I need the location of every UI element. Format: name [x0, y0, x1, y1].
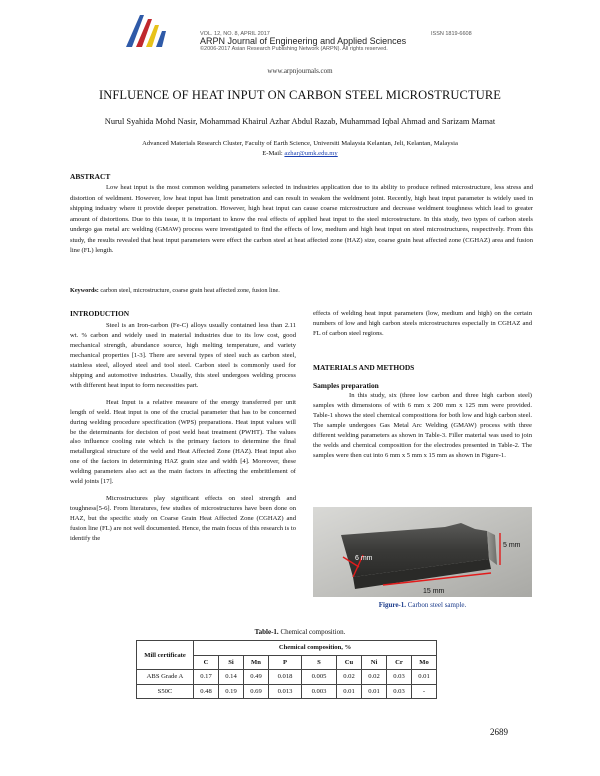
- row-name: S50C: [137, 684, 194, 699]
- table-row: [137, 670, 437, 685]
- col-header: Ni: [362, 655, 387, 670]
- table-cell: 0.17: [194, 670, 219, 685]
- intro-paragraph-2: Heat Input is a relative measure of the energy transferred per unit length of weld. Heat input is one of the crucial parameter that has to be concerned during welding procedure specification (WPS) preparations. Heat input values will be the determinants for decision of post weld heat treatment (PWHT). The values also influence cooling rate which is the primary factors to determine the final metallurgical structure of the weld and Heat Affected Zone (HAZ). Heat input also one of the factors in determining HAZ grain size and width [4]. Moreover, these welding parameters also act as the main factors in affecting the embrittlement of weld joints [17].: [70, 398, 296, 486]
- col-header: Mo: [412, 655, 437, 670]
- table-cell: 0.01: [337, 684, 362, 699]
- table-cell: -: [412, 684, 437, 699]
- table-cell: 0.02: [362, 670, 387, 685]
- intro-column: [70, 321, 296, 551]
- row-header-cell: Mill certificate: [137, 641, 194, 670]
- abstract-heading: ABSTRACT: [70, 172, 111, 181]
- affiliation: Advanced Materials Research Cluster, Faculty of Earth Science, Universiti Malaysia Kelantan, Jeli, Kelantan, Malaysia: [142, 140, 458, 147]
- composition-table: [136, 640, 437, 699]
- table-cell: 0.013: [269, 684, 302, 699]
- table-cell: 0.19: [219, 684, 244, 699]
- table-header-row-1: [137, 641, 437, 656]
- abstract-text: Low heat input is the most common welding parameters selected in industries application due to its ability to produce refined microstructure, less stress and distortion of weldment. However, low heat input has limit penetration and can result in weaken the weldment joint. Recently, high heat input parameter is widely used in shipping industry where it provide deeper penetration. However, high heat input can cause coarse microstructure and decrease weldment toughness which lead to greater amount of distortions. Due to this issue, it is important to know the real effects of applied heat input to the steel microstructure. In this study, two types of carbon steels undergo gas metal arc welding (GMAW) process were investigated to find the effects of low, medium and high heat input on steel microstructures, respectively. From this study, the results revealed that heat input parameters were effect the carbon steel at heat affected zone (HAZ) size, coarse grain heat affected zone (CGHAZ) area and fusion line (FL) length.: [70, 184, 533, 254]
- intro-paragraph-1: Steel is an Iron-carbon (Fe-C) alloys usually contained less than 2.11 wt. % carbon and widely used in material industries due to its low cost, good mechanical strength, abundance source, high melting temperature, and variety mechanical properties [1-3]. There are several types of steel such as carbon steel, stainless steel, alloyed steel and tool steel. Carbon steel is commonly used for shipping and automotive industries. Usually, this steel undergoes welding process with different heat input to form necessities part.: [70, 322, 296, 389]
- figure-caption-text: Carbon steel sample.: [406, 601, 467, 609]
- table-cell: 0.14: [219, 670, 244, 685]
- table-row: [137, 684, 437, 699]
- table-cell: 0.02: [337, 670, 362, 685]
- table-cell: 0.018: [269, 670, 302, 685]
- col-header: Mn: [244, 655, 269, 670]
- col-header: P: [269, 655, 302, 670]
- dim-label-15mm: 15 mm: [423, 588, 445, 595]
- row-name: ABS Grade A: [137, 670, 194, 685]
- intro-heading: INTRODUCTION: [70, 309, 130, 318]
- table-caption-label: Table-1.: [254, 628, 279, 636]
- intro-paragraph-3: Microstructures play significant effects on steel strength and toughness[5-6]. From literatures, few studies of microstructures have been done on HAZ, but the specific study on Coarse Grain Heat Affected Zone (CGHAZ) and fusion line (FL) are not well documented. Hence, the main focus of this research is to identify the: [70, 495, 296, 543]
- keywords-text: carbon steel, microstructure, coarse grain heat affected zone, fusion line.: [98, 287, 280, 294]
- copyright: ©2006-2017 Asian Research Publishing Network (ARPN). All rights reserved.: [200, 46, 388, 52]
- keywords: [70, 287, 533, 294]
- email-link[interactable]: azhar@umk.edu.my: [284, 150, 338, 157]
- table-cell: 0.49: [244, 670, 269, 685]
- intro-paragraph-3-continued: effects of welding heat input parameters (low, medium and high) on the certain numbers of low and high carbon steels microstructures especially in CGHAZ and FL of carbon steel regions.: [313, 310, 532, 337]
- arpn-logo: [122, 9, 169, 52]
- table-cell: 0.03: [387, 670, 412, 685]
- samples-subheading: Samples preparation: [313, 381, 379, 390]
- table-cell: 0.003: [302, 684, 337, 699]
- col-header: C: [194, 655, 219, 670]
- table-cell: 0.48: [194, 684, 219, 699]
- journal-url[interactable]: www.arpnjournals.com: [267, 67, 333, 75]
- dim-label-6mm: 6 mm: [355, 555, 373, 562]
- table-cell: 0.03: [387, 684, 412, 699]
- col-header: S: [302, 655, 337, 670]
- col-header: Cu: [337, 655, 362, 670]
- col-header: Cr: [387, 655, 412, 670]
- paper-title: INFLUENCE OF HEAT INPUT ON CARBON STEEL MICROSTRUCTURE: [98, 88, 502, 102]
- journal-name: ARPN Journal of Engineering and Applied Sciences: [200, 36, 407, 46]
- table-cell: 0.01: [362, 684, 387, 699]
- dim-label-5mm: 5 mm: [503, 542, 521, 549]
- table-cell: 0.69: [244, 684, 269, 699]
- issn: ISSN 1819-6608: [431, 31, 472, 37]
- figure-caption-label: Figure-1.: [378, 601, 407, 609]
- email-line: [50, 150, 550, 157]
- figure-caption: [313, 601, 532, 609]
- group-header-cell: Chemical composition, %: [194, 641, 437, 656]
- table-cell: 0.005: [302, 670, 337, 685]
- authors: Nurul Syahida Mohd Nasir, Mohammad Khairul Azhar Abdul Razab, Muhammad Iqbal Ahmad and Sarizam Mamat: [104, 117, 496, 126]
- table-caption-text: Chemical composition.: [278, 628, 346, 636]
- page-number: 2689: [490, 727, 508, 737]
- volume-line: VOL. 12, NO. 8, APRIL 2017: [200, 31, 270, 37]
- steel-sample-photo: [313, 507, 532, 597]
- table-cell: 0.01: [412, 670, 437, 685]
- table-caption: [0, 628, 600, 636]
- methods-text: In this study, six (three low carbon and three high carbon steel) samples with dimensions of with 6 mm x 200 mm x 125 mm were provided. Table-1 shows the steel chemical compositions for both low and high carbon steel. The sample undergoes Gas Metal Arc Welding (GMAW) process with three different welding parameters as shown in Table-3. Filler material was used to join the welds and chemical composition for the electrodes presented in Table-2. The samples were then cut into 6 mm x 5 mm x 15 mm as shown in Figure-1.: [313, 392, 532, 459]
- col-header: Si: [219, 655, 244, 670]
- keywords-label: Keywords:: [70, 287, 99, 294]
- methods-heading: MATERIALS AND METHODS: [313, 363, 415, 372]
- email-label: E-Mail:: [262, 150, 285, 157]
